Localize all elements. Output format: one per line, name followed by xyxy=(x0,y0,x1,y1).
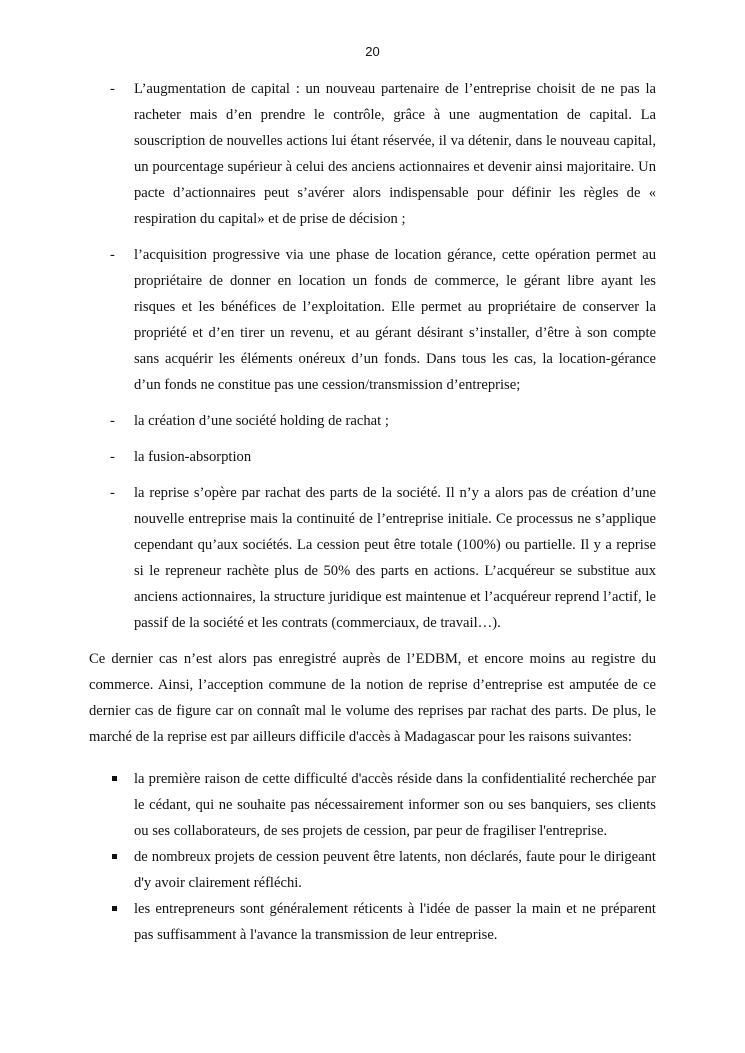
page-content xyxy=(89,76,656,948)
list-item: - L’augmentation de capital : un nouveau partenaire de l’entreprise choisit de ne pas la racheter mais d’en prendre le contrôle, grâce à une augmentation de capital. La souscription de nouvelles actions lui étant réservée, il va détenir, dans le nouveau capital, un pourcentage supérieur à celui des anciens actionnaires et devenir ainsi majoritaire. Un pacte d’actionnaires peut s’avérer alors indispensable pour définir les règles de « respiration du capital» et de prise de décision ; xyxy=(89,76,656,232)
bullet-item: les entrepreneurs sont généralement réticents à l'idée de passer la main et ne préparent pas suffisamment à l'avance la transmission de leur entreprise. xyxy=(89,896,656,948)
list-item: - la fusion-absorption xyxy=(89,444,656,470)
bullet-item: la première raison de cette difficulté d'accès réside dans la confidentialité recherchée par le cédant, qui ne souhaite pas nécessairement informer son ou ses banquiers, ses clients ou ses collaborateurs, de ses projets de cession, par peur de fragiliser l'entreprise. xyxy=(89,766,656,844)
bullet-item: de nombreux projets de cession peuvent être latents, non déclarés, faute pour le dirigeant d'y avoir clairement réfléchi. xyxy=(89,844,656,896)
dash-list xyxy=(89,76,656,636)
page-number: 20 xyxy=(365,44,380,59)
body-paragraph: Ce dernier cas n’est alors pas enregistré auprès de l’EDBM, et encore moins au registre du commerce. Ainsi, l’acception commune de la notion de reprise d’entreprise est amputée de ce dernier cas de figure car on connaît mal le volume des reprises par rachat des parts. De plus, le marché de la reprise est par ailleurs difficile d'accès à Madagascar pour les raisons suivantes: xyxy=(89,651,656,745)
list-item: - la reprise s’opère par rachat des parts de la société. Il n’y a alors pas de création d’une nouvelle entreprise mais la continuité de l’entreprise initiale. Ce processus ne s’applique cependant qu’aux sociétés. La cession peut être totale (100%) ou partielle. Il y a reprise si le repreneur rachète plus de 50% des parts en actions. L’acquéreur se substitue aux anciens actionnaires, la structure juridique est maintenue et l’acquéreur reprend l’actif, le passif de la société et les contrats (commerciaux, de travail…). xyxy=(89,480,656,636)
bullet-list xyxy=(89,766,656,948)
list-item: - la création d’une société holding de rachat ; xyxy=(89,408,656,434)
list-item: - l’acquisition progressive via une phase de location gérance, cette opération permet au propriétaire de donner en location un fonds de commerce, le gérant libre ayant les risques et les bénéfices de l’exploitation. Elle permet au propriétaire de conserver la propriété et d’en tirer un revenu, et au gérant désirant s’installer, d’être à son compte sans acquérir les éléments onéreux d’un fonds. Dans tous les cas, la location-gérance d’un fonds ne constitue pas une cession/transmission d’entreprise; xyxy=(89,242,656,398)
